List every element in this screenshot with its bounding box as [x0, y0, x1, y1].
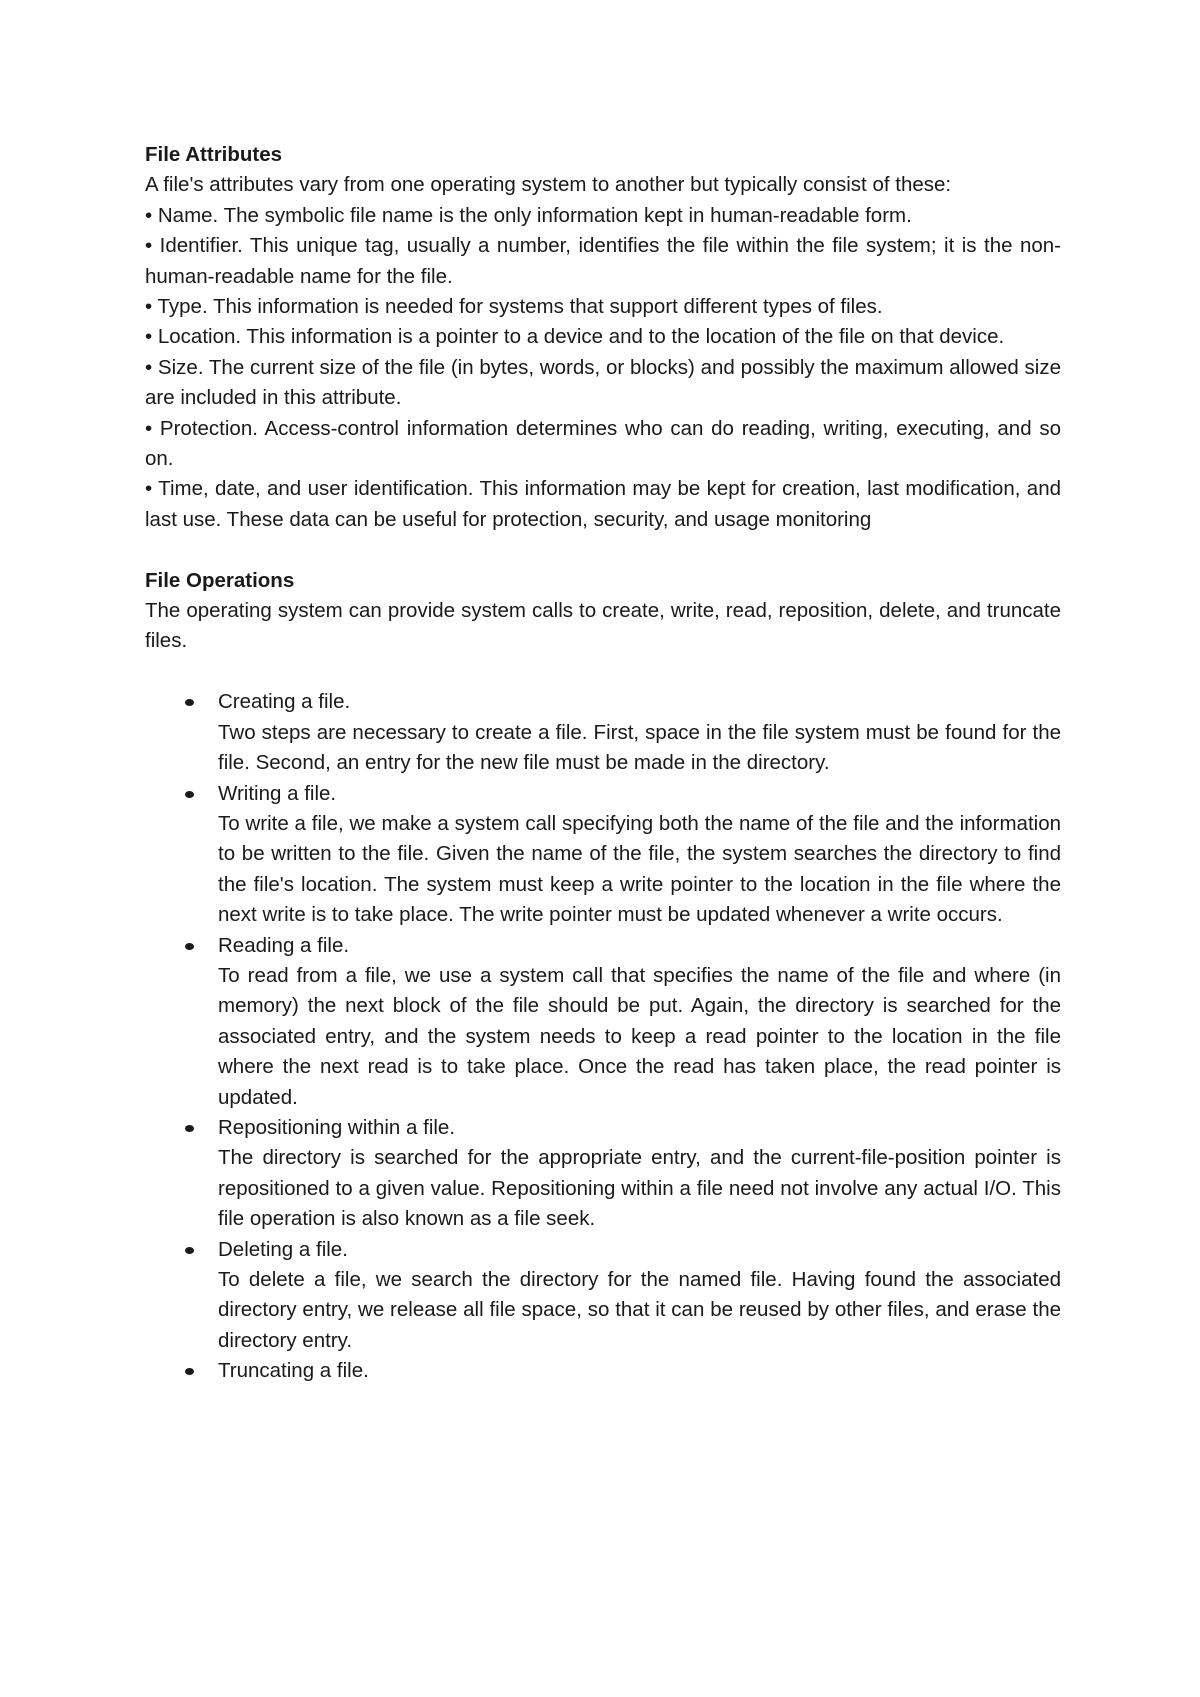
attribute-item-time-date-user: • Time, date, and user identification. This information may be kept for creation, last modification, and last use. These data can be useful for protection, security, and usage monitoring: [145, 477, 1061, 531]
attribute-item-protection: • Protection. Access-control information determines who can do reading, writing, executing, and so on.: [145, 416, 1061, 471]
attribute-item-location: • Location. This information is a pointer to a device and to the location of the file on that device.: [145, 325, 1005, 349]
bullet-icon: [185, 1247, 194, 1254]
operation-description: To read from a file, we use a system call that specifies the name of the file and where (in memory) the next block of the file should be put. Again, the directory is searched for the associated entry, and the system needs to keep a read pointer to the location in the file where the next read is to take place. Once the read has taken place, the read pointer is updated.: [218, 963, 1061, 1109]
operation-description: To write a file, we make a system call specifying both the name of the file and the information to be written to the file. Given the name of the file, the system searches the directory to find the file's location. The system must keep a write pointer to the location in the file where the next write is to take place. The write pointer must be updated whenever a write occurs.: [218, 811, 1061, 927]
operation-title: Creating a file.: [218, 690, 351, 714]
document-page: [145, 140, 1061, 1387]
attribute-item-size: • Size. The current size of the file (in bytes, words, or blocks) and possibly the maximum allowed size are included in this attribute.: [145, 355, 1061, 410]
bullet-icon: [185, 1368, 194, 1375]
operation-description: Two steps are necessary to create a file. First, space in the file system must be found for the file. Second, an entry for the new file must be made in the directory.: [218, 720, 1061, 775]
section-spacer: [145, 657, 1061, 687]
attributes-intro: A file's attributes vary from one operating system to another but typically consist of these:: [145, 173, 952, 197]
operation-description: The directory is searched for the appropriate entry, and the current-file-position pointer is repositioned to a given value. Repositioning within a file need not involve any actual I/O. This file operation is also known as a file seek.: [218, 1146, 1061, 1231]
bullet-icon: [185, 699, 194, 706]
operation-title: Reading a file.: [218, 933, 350, 957]
list-item-deleting: [145, 1235, 1061, 1357]
list-item-creating: [145, 687, 1061, 778]
bullet-icon: [185, 791, 194, 798]
operation-description: To delete a file, we search the directory for the named file. Having found the associated directory entry, we release all file space, so that it can be reused by other files, and erase the directory entry.: [218, 1268, 1061, 1352]
bullet-icon: [185, 1125, 194, 1132]
list-item-writing: [145, 779, 1061, 931]
section-heading-file-attributes: File Attributes: [145, 143, 283, 166]
list-item-truncating: [145, 1356, 1061, 1386]
operations-list: [145, 687, 1061, 1386]
section-spacer: [145, 535, 1061, 565]
attribute-item-identifier: • Identifier. This unique tag, usually a number, identifies the file within the file system; it is the non-human-readable name for the file.: [145, 234, 1061, 288]
operations-intro: The operating system can provide system calls to create, write, read, reposition, delete, and truncate files.: [145, 599, 1061, 653]
attribute-item-type: • Type. This information is needed for systems that support different types of files.: [145, 295, 883, 319]
section-heading-file-operations: File Operations: [145, 568, 295, 592]
list-item-reading: [145, 931, 1061, 1113]
operation-title: Repositioning within a file.: [218, 1115, 456, 1139]
operation-title: Writing a file.: [218, 781, 337, 805]
bullet-icon: [185, 943, 194, 950]
attribute-item-name: • Name. The symbolic file name is the only information kept in human-readable form.: [145, 203, 912, 227]
operation-title: Deleting a file.: [218, 1237, 348, 1261]
list-item-repositioning: [145, 1113, 1061, 1235]
operation-title: Truncating a file.: [218, 1359, 369, 1383]
